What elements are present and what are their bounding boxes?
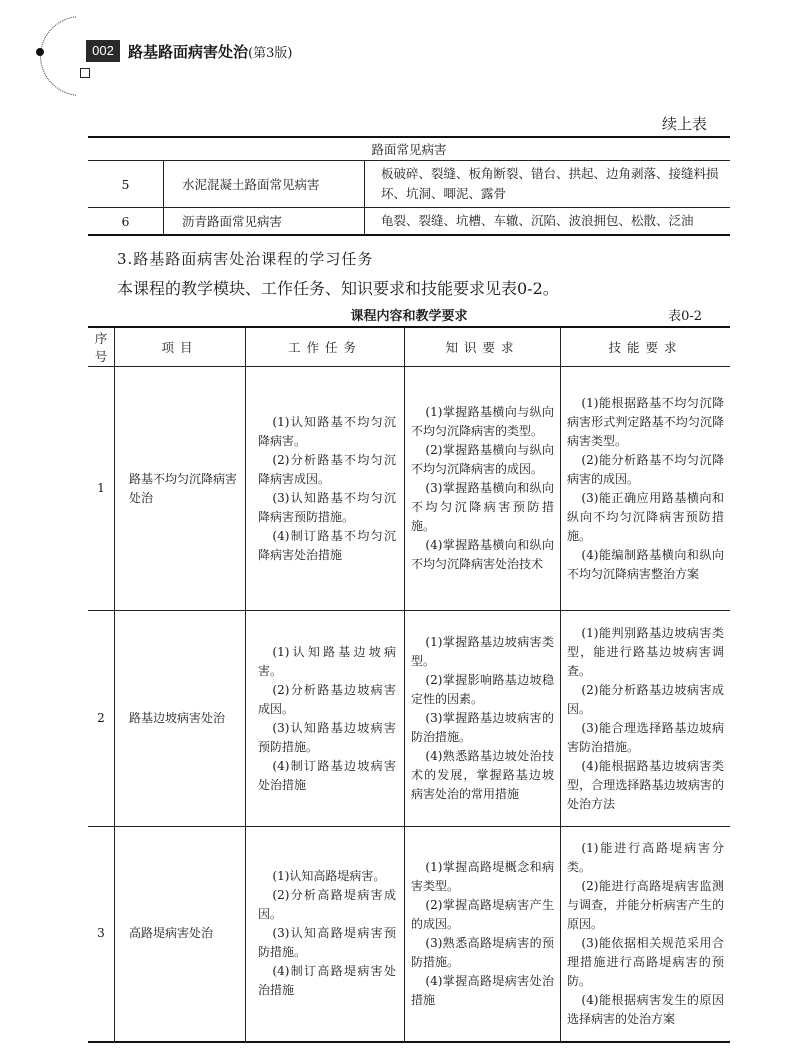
disease-category: 水泥混凝土路面常见病害 — [164, 161, 365, 208]
skill-item: (1)能根据路基不均匀沉降病害形式判定路基不均匀沉降病害类型。 — [567, 395, 724, 448]
task-item: (4)制订高路堤病害处治措施 — [258, 964, 396, 998]
table1-heading: 路面常见病害 — [88, 137, 730, 161]
disease-items: 龟裂、裂缝、坑槽、车辙、沉陷、波浪拥包、松散、泛油 — [365, 208, 731, 236]
col-skill: 技能要求 — [561, 327, 731, 367]
row-number: 1 — [88, 367, 115, 611]
skill-item: (2)能进行高路堤病害监测与调查，并能分析病害产生的原因。 — [567, 878, 724, 931]
col-task: 工作任务 — [246, 327, 405, 367]
project-name: 路基不均匀沉降病害处治 — [115, 367, 246, 611]
skill-cell — [561, 827, 731, 1042]
task-cell — [246, 827, 405, 1042]
continued-label: 续上表 — [662, 115, 708, 133]
task-item: (2)分析高路堤病害成因。 — [258, 888, 396, 922]
table-header-row — [88, 137, 730, 161]
task-item: (4)制订路基不均匀沉降病害处治措施 — [258, 528, 396, 562]
skill-item: (3)能正确应用路基横向和纵向不均匀沉降病害预防措施。 — [567, 490, 724, 543]
knowledge-item: (2)掌握高路堤病害产生的成因。 — [411, 897, 554, 931]
row-number: 6 — [88, 208, 164, 236]
running-header — [128, 42, 292, 64]
task-item: (1)认知路基不均匀沉降病害。 — [258, 414, 396, 448]
task-item: (4)制订路基边坡病害处治措施 — [258, 758, 396, 792]
decorative-bullet — [36, 48, 44, 56]
col-knowledge: 知识要求 — [405, 327, 561, 367]
task-cell — [246, 611, 405, 827]
skill-item: (4)能根据路基边坡病害类型，合理选择路基边坡病害的处治方法 — [567, 758, 724, 811]
knowledge-cell — [405, 827, 561, 1042]
task-item: (3)认知高路堤病害预防措施。 — [258, 926, 396, 960]
knowledge-cell — [405, 367, 561, 611]
table-row — [88, 611, 730, 827]
disease-items: 板破碎、裂缝、板角断裂、错台、拱起、边角剥落、接缝料损坏、坑洞、唧泥、露骨 — [365, 161, 731, 208]
knowledge-item: (4)熟悉路基边坡处治技术的发展，掌握路基边坡病害处治的常用措施 — [411, 749, 554, 801]
disease-category: 沥青路面常见病害 — [164, 208, 365, 236]
project-name: 路基边坡病害处治 — [115, 611, 246, 827]
skill-item: (4)能编制路基横向和纵向不均匀沉降病害整治方案 — [567, 547, 724, 581]
course-content-table — [88, 326, 730, 1043]
project-name: 高路堤病害处治 — [115, 827, 246, 1042]
table-row — [88, 367, 730, 611]
col-project: 项目 — [115, 327, 246, 367]
section-heading: 3.路基路面病害处治课程的学习任务 — [117, 250, 374, 268]
skill-item: (3)能依据相关规范采用合理措施进行高路堤病害的预防。 — [567, 935, 724, 988]
table-row — [88, 827, 730, 1042]
table-header-row — [88, 327, 730, 367]
table-row — [88, 208, 730, 236]
table2-number: 表0-2 — [668, 309, 702, 324]
col-seq: 序号 — [88, 327, 115, 367]
table2-title: 课程内容和教学要求 — [350, 309, 468, 324]
intro-paragraph: 本课程的教学模块、工作任务、知识要求和技能要求见表0-2。 — [117, 279, 559, 298]
knowledge-item: (4)掌握高路堤病害处治措施 — [411, 973, 554, 1007]
knowledge-item: (1)掌握路基横向与纵向不均匀沉降病害的类型。 — [411, 405, 554, 438]
task-item: (1)认知路基边坡病害。 — [258, 644, 396, 678]
table2-caption — [88, 305, 730, 325]
knowledge-item: (1)掌握高路堤概念和病害类型。 — [411, 859, 554, 893]
page-number: 002 — [86, 40, 120, 62]
book-title: 路基路面病害处治 — [128, 43, 249, 61]
book-edition: (第3版) — [248, 46, 293, 61]
row-number: 3 — [88, 827, 115, 1042]
skill-item: (1)能判别路基边坡病害类型，能进行路基边坡病害调查。 — [567, 625, 724, 678]
skill-item: (1)能进行高路堤病害分类。 — [567, 840, 724, 874]
row-number: 2 — [88, 611, 115, 827]
knowledge-cell — [405, 611, 561, 827]
skill-cell — [561, 367, 731, 611]
skill-item: (2)能分析路基不均匀沉降病害的成因。 — [567, 452, 724, 486]
task-item: (2)分析路基边坡病害成因。 — [258, 682, 396, 716]
knowledge-item: (2)掌握影响路基边坡稳定性的因素。 — [411, 673, 554, 706]
decorative-square — [80, 68, 90, 78]
knowledge-item: (3)掌握路基边坡病害的防治措施。 — [411, 711, 554, 744]
task-cell — [246, 367, 405, 611]
table-row — [88, 161, 730, 208]
task-item: (2)分析路基不均匀沉降病害成因。 — [258, 452, 396, 486]
knowledge-item: (1)掌握路基边坡病害类型。 — [411, 635, 554, 668]
skill-item: (2)能分析路基边坡病害成因。 — [567, 682, 724, 716]
knowledge-item: (3)掌握路基横向和纵向不均匀沉降病害预防措施。 — [411, 481, 554, 533]
pavement-disease-table — [88, 136, 730, 236]
skill-item: (3)能合理选择路基边坡病害防治措施。 — [567, 720, 724, 754]
knowledge-item: (2)掌握路基横向与纵向不均匀沉降病害的成因。 — [411, 443, 554, 476]
knowledge-item: (4)掌握路基横向和纵向不均匀沉降病害处治技术 — [411, 538, 554, 571]
skill-cell — [561, 611, 731, 827]
task-item: (1)认知高路堤病害。 — [272, 869, 386, 884]
row-number: 5 — [88, 161, 164, 208]
task-item: (3)认知路基不均匀沉降病害预防措施。 — [258, 490, 396, 524]
knowledge-item: (3)熟悉高路堤病害的预防措施。 — [411, 935, 554, 969]
task-item: (3)认知路基边坡病害预防措施。 — [258, 720, 396, 754]
skill-item: (4)能根据病害发生的原因选择病害的处治方案 — [567, 992, 724, 1026]
